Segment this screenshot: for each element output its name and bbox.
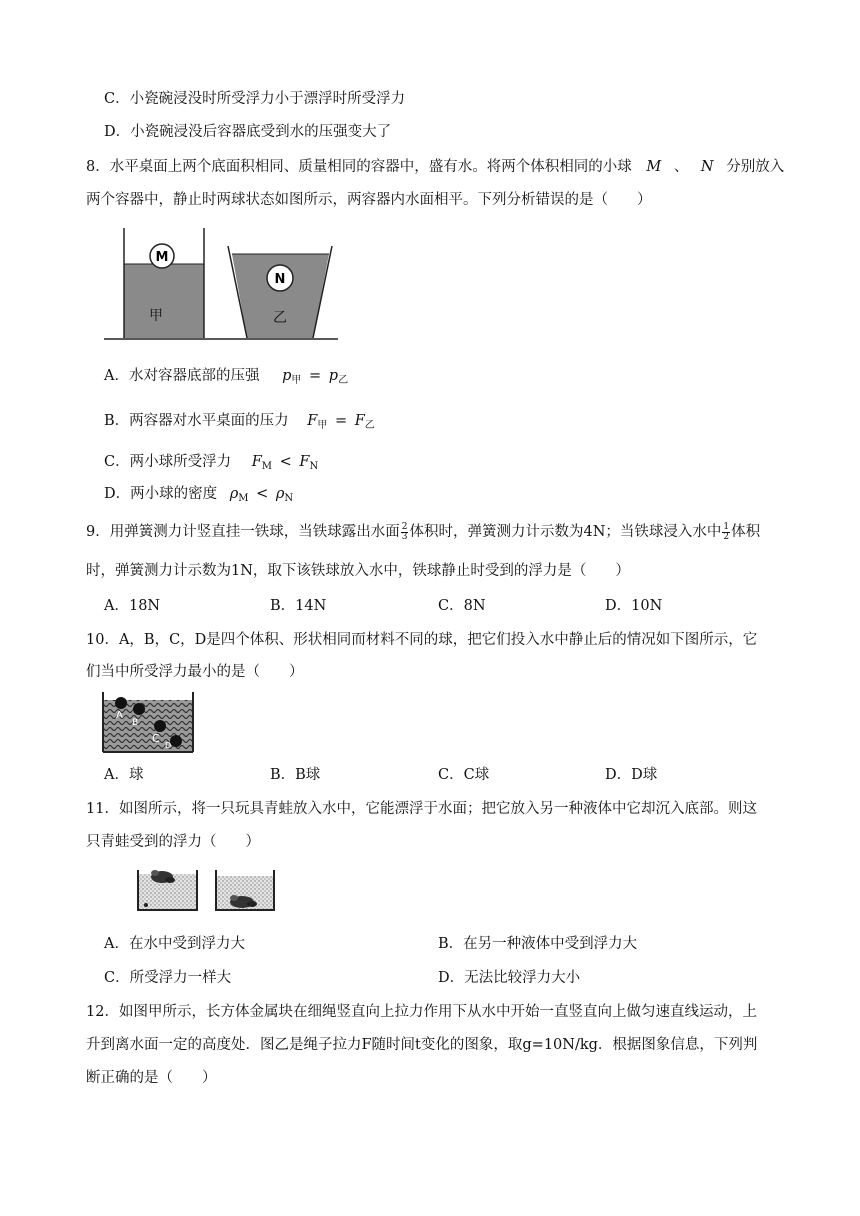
q11-option-d: D．无法比较浮力大小 bbox=[438, 970, 581, 986]
q12-stem-line2: 升到离水面一定的高度处．图乙是绳子拉力F随时间t变化的图象，取g=10N/kg．根据图象信息，下列判 bbox=[86, 1037, 758, 1053]
ball-m-label: M bbox=[155, 250, 169, 265]
q9-option-c: C．8N bbox=[438, 598, 486, 614]
q9-stem-line2: 时，弹簧测力计示数为1N，取下该铁球放入水中，铁球静止时受到的浮力是（ ） bbox=[86, 563, 630, 579]
q9-option-a: A．18N bbox=[104, 598, 161, 614]
q10-stem-line1: 10．A，B，C，D是四个体积、形状相同而材料不同的球，把它们投入水中静止后的情况如下图所示，它 bbox=[86, 632, 758, 648]
q8-option-c: C．两小球所受浮力 $F_M < F_N$ bbox=[104, 454, 319, 472]
q11-stem-line2: 只青蛙受到的浮力（ ） bbox=[86, 834, 260, 850]
ball-a-label: A bbox=[116, 710, 123, 721]
fraction-two-thirds: $\frac{2}{3}$ bbox=[401, 521, 408, 542]
q7-option-d: D．小瓷碗浸没后容器底受到水的压强变大了 bbox=[104, 124, 392, 140]
q8-option-d: D．两小球的密度 $\rho_M < \rho_N$ bbox=[104, 486, 294, 504]
container-yi-label: 乙 bbox=[273, 310, 287, 326]
q12-stem-line3: 断正确的是（ ） bbox=[86, 1070, 217, 1086]
fraction-one-half: $\frac{1}{2}$ bbox=[723, 521, 730, 542]
q8-stem-line2: 两个容器中，静止时两球状态如图所示，两容器内水面相平。下列分析错误的是（ ） bbox=[86, 192, 652, 208]
q10-balls-figure bbox=[100, 690, 196, 754]
q9-option-d: D．10N bbox=[605, 598, 663, 614]
q11-option-c: C．所受浮力一样大 bbox=[104, 970, 232, 986]
q7-option-c: C．小瓷碗浸没时所受浮力小于漂浮时所受浮力 bbox=[104, 91, 406, 107]
ball-c bbox=[154, 720, 166, 732]
ball-a bbox=[115, 697, 127, 709]
ball-d bbox=[170, 735, 182, 747]
q10-stem-line2: 们当中所受浮力最小的是（ ） bbox=[86, 664, 304, 680]
q9-stem-line1: 9．用弹簧测力计竖直挂一铁球，当铁球露出水面 $\frac{2}{3}$ 体积时，弹簧测力计示数为4N；当铁球浸入水中 $\frac{1}{2}$ 体积 bbox=[86, 521, 761, 542]
floating-frog-icon bbox=[151, 870, 175, 883]
ball-c-label: C bbox=[152, 732, 160, 745]
container-jia-water bbox=[124, 264, 204, 338]
q10-option-d: D．D球 bbox=[605, 767, 658, 783]
q11-frog-figure bbox=[134, 864, 280, 914]
q8-stem-line1: 8．水平桌面上两个底面积相同、质量相同的容器中，盛有水。将两个体积相同的小球 M 、 N 分别放入 bbox=[86, 159, 785, 175]
q11-stem-line1: 11．如图所示，将一只玩具青蛙放入水中，它能漂浮于水面；把它放入另一种液体中它却沉入底部。则这 bbox=[86, 801, 757, 817]
q8-option-a: A．水对容器底部的压强 $p_甲 = p_乙$ bbox=[104, 368, 349, 386]
q11-option-b: B．在另一种液体中受到浮力大 bbox=[438, 936, 638, 952]
ball-d-label: D bbox=[165, 741, 172, 750]
q9-option-b: B．14N bbox=[270, 598, 327, 614]
q8-container-figure bbox=[100, 224, 340, 342]
q10-option-a: A．球 bbox=[104, 767, 144, 783]
q10-option-b: B．B球 bbox=[270, 767, 321, 783]
ball-b bbox=[133, 703, 145, 715]
ball-n-symbol: N bbox=[700, 159, 714, 175]
q12-stem-line1: 12．如图甲所示，长方体金属块在细绳竖直向上拉力作用下从水中开始一直竖直向上做匀速直线运动，上 bbox=[86, 1004, 757, 1020]
container-jia-label: 甲 bbox=[149, 308, 163, 324]
q10-option-c: C．C球 bbox=[438, 767, 490, 783]
ball-n-label: N bbox=[274, 272, 286, 287]
q11-option-a: A．在水中受到浮力大 bbox=[104, 936, 245, 952]
ball-b-label: B bbox=[132, 718, 139, 728]
q8-option-b: B．两容器对水平桌面的压力 $F_甲 = F_乙$ bbox=[104, 413, 375, 431]
ball-m-symbol: M bbox=[646, 159, 662, 175]
